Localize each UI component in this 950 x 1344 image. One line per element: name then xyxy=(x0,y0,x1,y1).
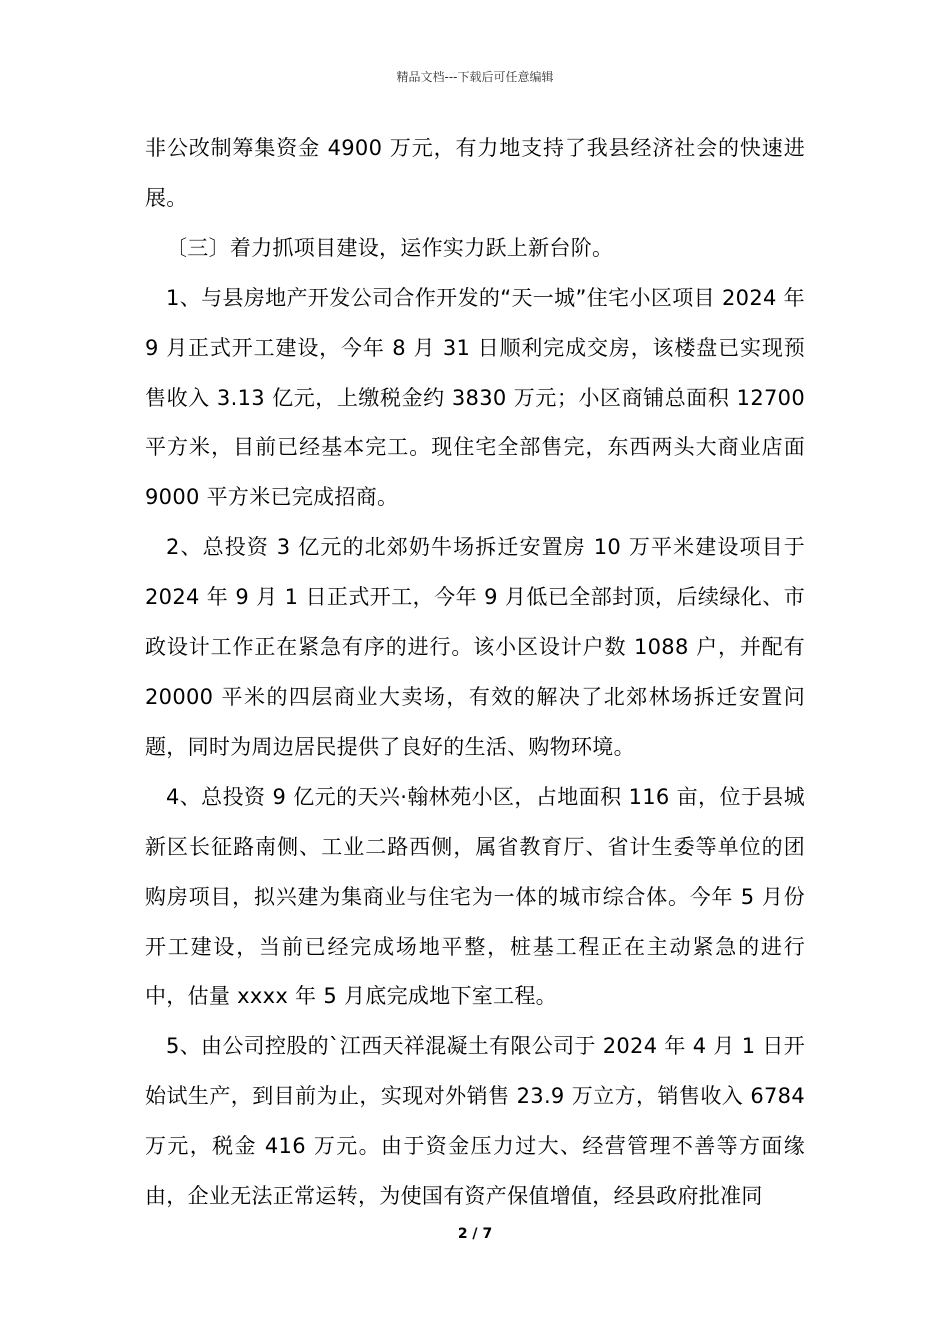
page-separator: / xyxy=(467,1226,483,1242)
section-heading: 〔三〕着力抓项目建设，运作实力跃上新台阶。 xyxy=(166,235,614,260)
page-total: 7 xyxy=(482,1226,493,1242)
page-header: 精品文档---下载后可任意编辑 xyxy=(396,70,554,84)
paragraph-continuation: 非公改制筹集资金 4900 万元，有力地支持了我县经济社会的快速进展。 xyxy=(145,136,805,210)
page-current: 2 xyxy=(457,1226,468,1242)
paragraph-item-2: 2、总投资 3 亿元的北郊奶牛场拆迁安置房 10 万平米建设项目于 2024 年 9 月 1 日正式开工，今年 9 月低已全部封顶，后续绿化、市政设计工作正在紧急有序的进行。该小区设计户数 1088 户，并配有 20000 平米的四层商业大卖场，有效的解决了北郊林场拆迁安置问题，同时为周边居民提供了良好的生活、购物环境。 xyxy=(145,535,805,759)
page-number xyxy=(0,1226,950,1242)
paragraph-item-1: 1、与县房地产开发公司合作开发的“天一城”住宅小区项目 2024 年 9 月正式开工建设，今年 8 月 31 日顺利完成交房，该楼盘已实现预售收入 3.13 亿元，上缴税金约 3830 万元；小区商铺总面积 12700 平方米，目前已经基本完工。现住宅全部售完，东西两头大商业店面 9000 平方米已完成招商。 xyxy=(145,285,805,510)
paragraph-item-5: 5、由公司控股的`江西天祥混凝土有限公司于 2024 年 4 月 1 日开始试生产，到目前为止，实现对外销售 23.9 万立方，销售收入 6784 万元，税金 416 万元。由于资金压力过大、经营管理不善等方面缘由，企业无法正常运转，为使国有资产保值增值，经县政府批准同 xyxy=(145,1034,805,1209)
document-body xyxy=(145,124,805,1222)
paragraph-item-4: 4、总投资 9 亿元的天兴·翰林苑小区，占地面积 116 亩，位于县城新区长征路南侧、工业二路西侧，属省教育厅、省计生委等单位的团购房项目，拟兴建为集商业与住宅为一体的城市综合体。今年 5 月份开工建设，当前已经完成场地平整，桩基工程正在主动紧急的进行中，估量 xxxx 年 5 月底完成地下室工程。 xyxy=(145,784,805,1009)
